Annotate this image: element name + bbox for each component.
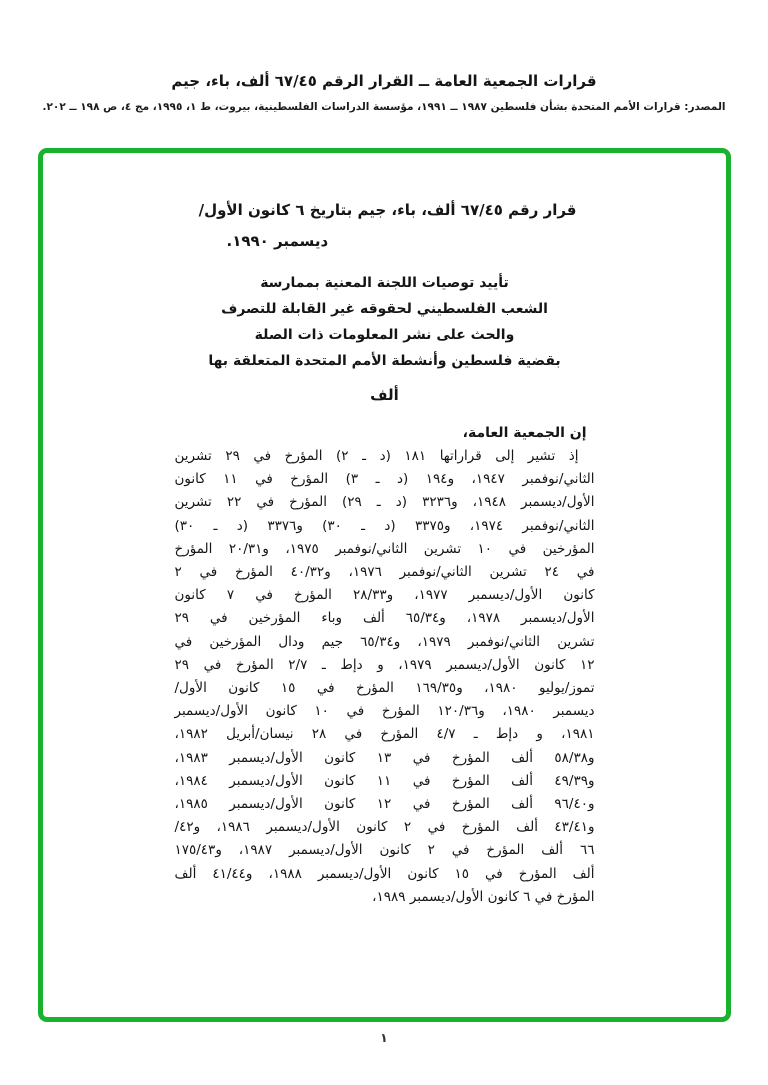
page-header-title: قرارات الجمعية العامة ــ القرار الرقم ٦٧/٤٥ ألف، باء، جيم bbox=[171, 72, 597, 90]
preamble-paragraph bbox=[175, 445, 595, 909]
body-line: المؤرخين في ١٠ تشرين الثاني/نوفمبر ١٩٧٥، و٢٠/٣١ المؤرخ bbox=[174, 540, 595, 557]
resolution-title bbox=[175, 195, 595, 257]
preamble-lead-in: إن الجمعية العامة، bbox=[462, 425, 587, 441]
body-line: ٦٦ ألف المؤرخ في ٢ كانون الأول/ديسمبر ١٩٨٧، و١٧٥/٤٣ bbox=[174, 842, 595, 859]
resolution-title-line2: ديسمبر ١٩٩٠. bbox=[226, 232, 329, 250]
body-line: و٤٣/٤١ ألف المؤرخ في ٢ كانون الأول/ديسمبر ١٩٨٦، و٤٢/ bbox=[174, 819, 595, 836]
body-line: إذ تشير إلى قراراتها ١٨١ (د ـ ٢) المؤرخ في ٢٩ تشرين bbox=[174, 448, 579, 464]
green-frame bbox=[38, 148, 731, 1022]
section-letter-alif: ألف bbox=[370, 386, 399, 404]
body-line: ألف المؤرخ في ١٥ كانون الأول/ديسمبر ١٩٨٨، و٤١/٤٤ ألف bbox=[174, 865, 595, 882]
page-number: ١ bbox=[380, 1030, 388, 1045]
resolution-title-line1: قرار رقم ٦٧/٤٥ ألف، باء، جيم بتاريخ ٦ كانون الأول/ bbox=[198, 201, 577, 219]
body-line: الثاني/نوفمبر ١٩٤٧، و١٩٤ (د ـ ٣) المؤرخ في ١١ كانون bbox=[174, 471, 595, 488]
body-line: تشرين الثاني/نوفمبر ١٩٧٩، و٦٥/٣٤ جيم ودال المؤرخين في bbox=[174, 633, 595, 650]
subtitle-line: والحث على نشر المعلومات ذات الصلة bbox=[254, 327, 515, 343]
body-line: المؤرخ في ٦ كانون الأول/ديسمبر ١٩٨٩، bbox=[372, 888, 595, 905]
body-line: ديسمبر ١٩٨٠، و١٢٠/٣٦ المؤرخ في ١٠ كانون الأول/ديسمبر bbox=[174, 703, 595, 720]
body-line: و٤٩/٣٩ ألف المؤرخ في ١١ كانون الأول/ديسمبر ١٩٨٤، bbox=[174, 772, 595, 789]
text-column bbox=[175, 195, 595, 909]
body-line: ١٢ كانون الأول/ديسمبر ١٩٧٩، و دإط ـ ٢/٧ المؤرخ في ٢٩ bbox=[174, 656, 595, 673]
page-header-source: المصدر: قرارات الأمم المتحدة بشأن فلسطين ١٩٨٧ ــ ١٩٩١، مؤسسة الدراسات الفلسطينية، بيروت، ط ١، ١٩٩٥، مج ٤، ص ١٩٨ ــ ٢٠٢. bbox=[42, 101, 726, 113]
body-line: كانون الأول/ديسمبر ١٩٧٧، و٢٨/٣٣ المؤرخ في ٧ كانون bbox=[174, 587, 595, 604]
subtitle-line: تأييد توصيات اللجنة المعنية بممارسة bbox=[260, 275, 509, 291]
body-line: الثاني/نوفمبر ١٩٧٤، و٣٣٧٥ (د ـ ٣٠) و٣٣٧٦ (د ـ ٣٠) bbox=[174, 517, 595, 534]
body-line: الأول/ديسمبر ١٩٧٨، و٦٥/٣٤ ألف وباء المؤرخين في ٢٩ bbox=[174, 610, 595, 627]
body-line: الأول/ديسمبر ١٩٤٨، و٣٢٣٦ (د ـ ٢٩) المؤرخ في ٢٢ تشرين bbox=[174, 494, 595, 511]
body-line: و٥٨/٣٨ ألف المؤرخ في ١٣ كانون الأول/ديسمبر ١٩٨٣، bbox=[174, 749, 595, 766]
body-line: تموز/يوليو ١٩٨٠، و١٦٩/٣٥ المؤرخ في ١٥ كانون الأول/ bbox=[174, 680, 595, 697]
subtitle-line: بقضية فلسطين وأنشطة الأمم المتحدة المتعلقة بها bbox=[208, 353, 561, 369]
subtitle-line: الشعب الفلسطيني لحقوقه غير القابلة للتصرف bbox=[221, 301, 548, 317]
resolution-subtitle bbox=[175, 270, 595, 374]
body-line: في ٢٤ تشرين الثاني/نوفمبر ١٩٧٦، و٤٠/٣٢ المؤرخ في ٢ bbox=[174, 564, 595, 581]
body-line: و٩٦/٤٠ ألف المؤرخ في ١٢ كانون الأول/ديسمبر ١٩٨٥، bbox=[174, 796, 595, 813]
body-line: ١٩٨١، و دإط ـ ٤/٧ المؤرخ في ٢٨ نيسان/أبريل ١٩٨٢، bbox=[174, 726, 595, 743]
